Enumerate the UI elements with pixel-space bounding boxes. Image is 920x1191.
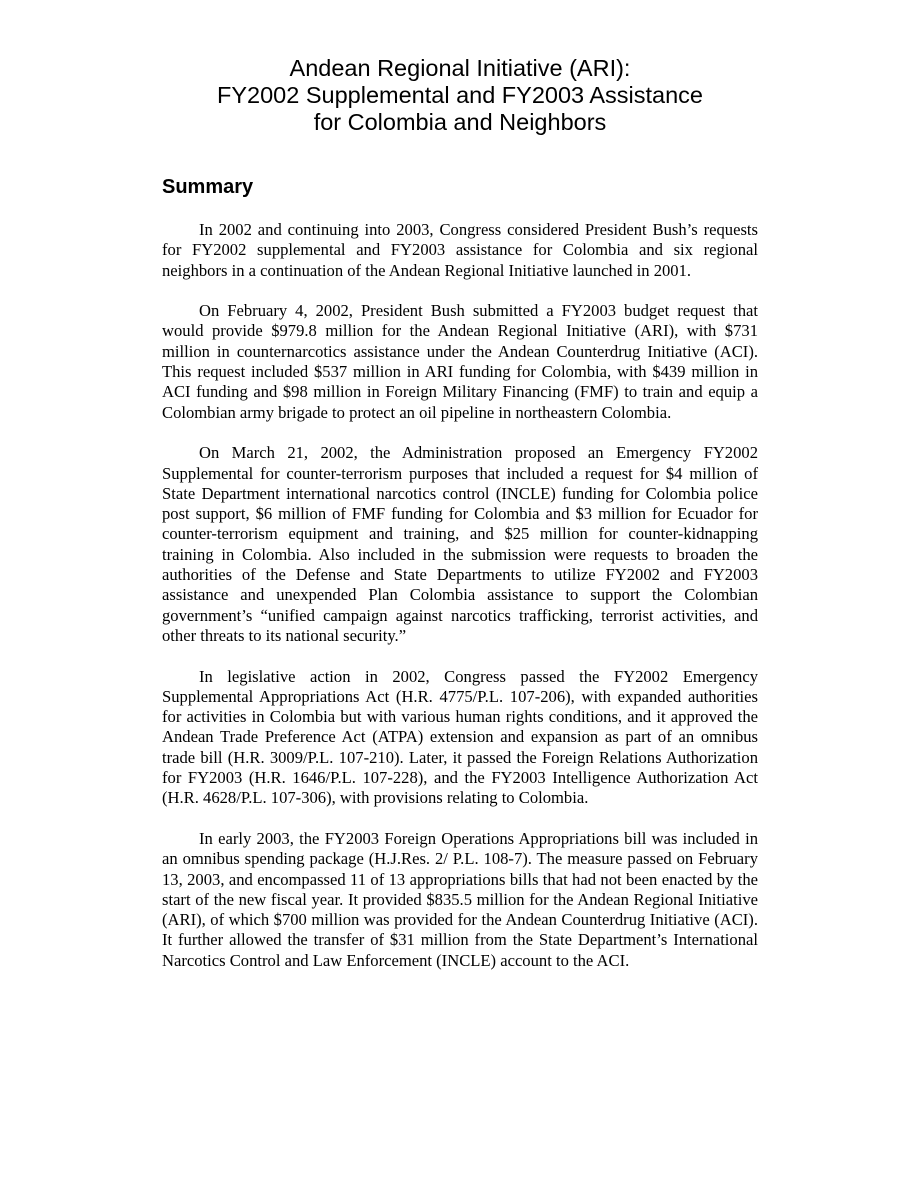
- paragraph-3: On March 21, 2002, the Administration proposed an Emergency FY2002 Supplemental for counter-terrorism purposes that included a request for $4 million of State Department international narcotics control (INCLE) funding for Colombia police post support, $6 million of FMF funding for Colombia and $3 million for Ecuador for counter-terrorism equipment and training, and $25 million for counter-kidnapping training in Colombia. Also included in the submission were requests to broaden the authorities of the Defense and State Departments to utilize FY2002 and FY2003 assistance and unexpended Plan Colombia assistance to support the Colombian government’s “unified campaign against narcotics trafficking, terrorist activities, and other threats to its national security.”: [162, 443, 758, 645]
- document-title: [120, 55, 800, 136]
- paragraph-2: On February 4, 2002, President Bush submitted a FY2003 budget request that would provide $979.8 million for the Andean Regional Initiative (ARI), with $731 million in counternarcotics assistance under the Andean Counterdrug Initiative (ACI). This request included $537 million in ARI funding for Colombia, with $439 million in ACI funding and $98 million in Foreign Military Financing (FMF) to train and equip a Colombian army brigade to protect an oil pipeline in northeastern Colombia.: [162, 301, 758, 422]
- section-heading-summary: Summary: [162, 176, 254, 198]
- title-line-1: Andean Regional Initiative (ARI):: [289, 55, 631, 81]
- title-line-3: for Colombia and Neighbors: [313, 109, 607, 135]
- title-line-2: FY2002 Supplemental and FY2003 Assistance: [217, 82, 703, 108]
- paragraph-4: In legislative action in 2002, Congress passed the FY2002 Emergency Supplemental Appropriations Act (H.R. 4775/P.L. 107-206), with expanded authorities for activities in Colombia but with various human rights conditions, and it approved the Andean Trade Preference Act (ATPA) extension and expansion as part of an omnibus trade bill (H.R. 3009/P.L. 107-210). Later, it passed the Foreign Relations Authorization for FY2003 (H.R. 1646/P.L. 107-228), and the FY2003 Intelligence Authorization Act (H.R. 4628/P.L. 107-306), with provisions relating to Colombia.: [162, 666, 758, 808]
- paragraph-1: In 2002 and continuing into 2003, Congress considered President Bush’s requests for FY2002 supplemental and FY2003 assistance for Colombia and six regional neighbors in a continuation of the Andean Regional Initiative launched in 2001.: [162, 220, 758, 280]
- paragraph-5: In early 2003, the FY2003 Foreign Operations Appropriations bill was included in an omnibus spending package (H.J.Res. 2/ P.L. 108-7). The measure passed on February 13, 2003, and encompassed 11 of 13 appropriations bills that had not been enacted by the start of the new fiscal year. It provided $835.5 million for the Andean Regional Initiative (ARI), of which $700 million was provided for the Andean Counterdrug Initiative (ACI). It further allowed the transfer of $31 million from the State Department’s International Narcotics Control and Law Enforcement (INCLE) account to the ACI.: [162, 828, 758, 970]
- summary-body: [162, 220, 758, 991]
